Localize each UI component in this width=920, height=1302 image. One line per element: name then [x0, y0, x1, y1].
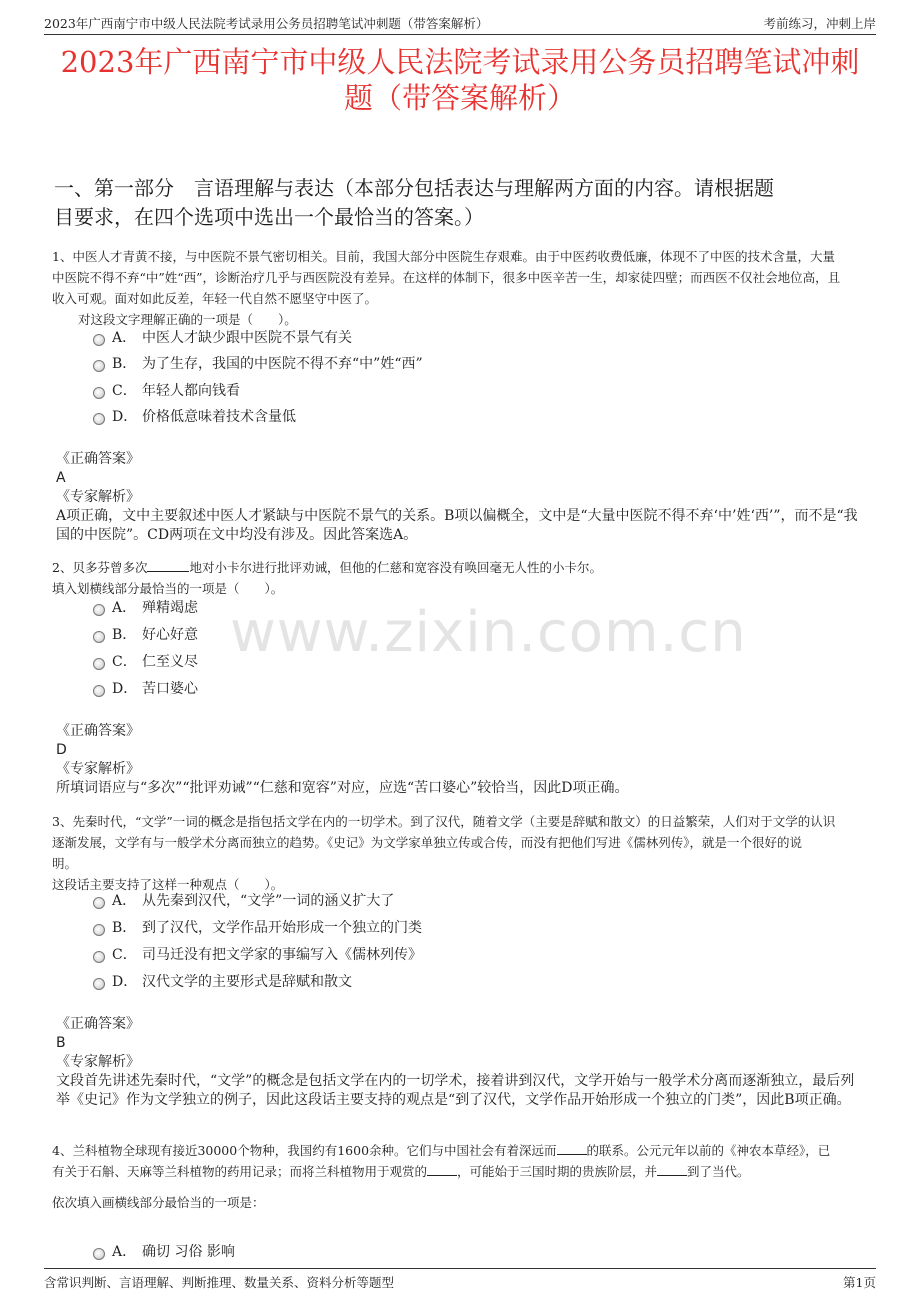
stem-text: 的联系。公元元年以前的《神农本草经》，已 — [586, 1143, 831, 1158]
answer-label: 《正确答案》 — [56, 451, 140, 467]
question-4-stem — [52, 1140, 868, 1213]
question-stem-line: 3、先秦时代，“文学”一词的概念是指包括文学在内的一切学术。到了汉代，随着文学（主要是辞赋和散文）的日益繁荣，人们对于文学的认识 — [52, 814, 836, 829]
option-text: 汉代文学的主要形式是辞赋和散文 — [142, 974, 352, 990]
answer-label: 《正确答案》 — [56, 1016, 140, 1032]
analysis-label: 《专家解析》 — [56, 761, 140, 777]
option-letter: B． — [112, 356, 137, 372]
question-stem-line — [52, 1161, 868, 1182]
option-text: 确切 习俗 影响 — [142, 1244, 235, 1260]
option-letter: A． — [112, 893, 137, 909]
option-text: 司马迁没有把文学家的事编写入《儒林列传》 — [142, 947, 422, 963]
answer-block-1 — [56, 450, 868, 545]
option-4-a[interactable] — [93, 1242, 235, 1262]
question-1-stem — [52, 246, 868, 330]
option-letter: A． — [112, 330, 137, 346]
section-line-2: 目要求，在四个选项中选出一个最恰当的答案。） — [54, 205, 484, 229]
question-stem-line: 1、中医人才青黄不接，与中医院不景气密切相关。目前，我国大部分中医院生存艰难。由于中医药收费低廉，体现不了中医的技术含量，大量 — [52, 249, 835, 264]
radio-icon[interactable] — [93, 978, 105, 990]
correct-answer: D — [56, 742, 67, 758]
option-2-b[interactable] — [93, 625, 198, 645]
question-2-stem — [52, 557, 868, 599]
footer-topics: 含常识判断、言语理解、判断推理、数量关系、资料分析等题型 — [44, 1275, 395, 1290]
stem-text: 地对小卡尔进行批评劝诫，但他的仁慈和宽容没有唤回毫无人性的小卡尔。 — [189, 560, 602, 575]
title-line-1: 2023年广西南宁市中级人民法院考试录用公务员招聘笔试冲刺 — [60, 45, 860, 79]
stem-text: ，可能始于三国时期的贵族阶层，并 — [457, 1164, 658, 1179]
option-text: 从先秦到汉代，“文学”一词的涵义扩大了 — [142, 893, 395, 909]
answer-block-2 — [56, 722, 868, 798]
option-3-c[interactable] — [93, 945, 422, 965]
radio-icon[interactable] — [93, 924, 105, 936]
option-letter: D． — [112, 681, 138, 697]
question-stem-line — [52, 557, 868, 578]
question-prompt: 填入划横线部分最恰当的一项是（ ）。 — [52, 581, 284, 596]
page-number: 第1页 — [843, 1275, 876, 1290]
option-text: 价格低意味着技术含量低 — [142, 409, 296, 425]
stem-text: 2、贝多芬曾多次 — [52, 560, 148, 575]
answer-block-3 — [56, 1015, 868, 1110]
option-letter: D． — [112, 409, 138, 425]
question-stem-line: 收入可观。面对如此反差，年轻一代自然不愿坚守中医了。 — [52, 291, 378, 306]
radio-icon[interactable] — [93, 951, 105, 963]
option-letter: B． — [112, 627, 137, 643]
radio-icon[interactable] — [93, 685, 105, 697]
stem-text: 到了当代。 — [687, 1164, 750, 1179]
radio-icon[interactable] — [93, 360, 105, 372]
question-3-stem — [52, 811, 868, 895]
option-text: 好心好意 — [142, 627, 198, 643]
stem-text: 有关于石斛、天麻等兰科植物的药用记录；而将兰科植物用于观赏的 — [52, 1164, 428, 1179]
option-letter: C． — [112, 383, 137, 399]
question-stem-line — [52, 1140, 868, 1161]
option-3-b[interactable] — [93, 918, 422, 938]
correct-answer: A — [56, 470, 66, 486]
fill-blank — [557, 1142, 587, 1155]
radio-icon[interactable] — [93, 604, 105, 616]
option-letter: A． — [112, 1244, 137, 1260]
option-1-b[interactable] — [93, 354, 423, 374]
question-prompt: 对这段文字理解正确的一项是（ ）。 — [78, 312, 297, 327]
radio-icon[interactable] — [93, 1248, 105, 1260]
question-stem-line: 中医院不得不弃“中”姓“西”，诊断治疗几乎与西医院没有差异。在这样的体制下，很多中医辛苦一生，却家徒四壁；而西医不仅社会地位高，且 — [52, 270, 841, 285]
radio-icon[interactable] — [93, 413, 105, 425]
radio-icon[interactable] — [93, 631, 105, 643]
option-2-c[interactable] — [93, 652, 198, 672]
radio-icon[interactable] — [93, 387, 105, 399]
fill-blank — [427, 1163, 457, 1176]
answer-label: 《正确答案》 — [56, 723, 140, 739]
option-letter: C． — [112, 654, 137, 670]
fill-blank — [147, 559, 189, 572]
header-slogan: 考前练习，冲刺上岸 — [763, 16, 876, 31]
analysis-label: 《专家解析》 — [56, 489, 140, 505]
section-line-1: 一、第一部分 言语理解与表达（本部分包括表达与理解两方面的内容。请根据题 — [54, 176, 774, 200]
header-doc-title: 2023年广西南宁市中级人民法院考试录用公务员招聘笔试冲刺题（带答案解析） — [44, 16, 489, 31]
correct-answer: B — [56, 1035, 66, 1051]
option-text: 中医人才缺少跟中医院不景气有关 — [142, 330, 352, 346]
watermark: www.zixin.com.cn — [230, 600, 747, 665]
section-heading — [54, 174, 866, 232]
option-3-a[interactable] — [93, 891, 394, 911]
option-2-d[interactable] — [93, 679, 198, 699]
analysis-text: A项正确，文中主要叙述中医人才紧缺与中医院不景气的关系。B项以偏概全，文中是“大量中医院不得不弃‘中’姓‘西’”，而不是“我国的中医院”。CD两项在文中均没有涉及。因此答案选A。 — [56, 508, 858, 543]
option-letter: D． — [112, 974, 138, 990]
stem-text: 4、兰科植物全球现有接近30000个物种，我国约有1600余种。它们与中国社会有着深远而 — [52, 1143, 557, 1158]
option-1-a[interactable] — [93, 328, 352, 348]
fill-blank — [657, 1163, 687, 1176]
title-line-2: 题（带答案解析） — [343, 81, 576, 115]
option-text: 年轻人都向钱看 — [142, 383, 240, 399]
radio-icon[interactable] — [93, 897, 105, 909]
option-1-d[interactable] — [93, 407, 296, 427]
analysis-text: 所填词语应与“多次”“批评劝诫”“仁慈和宽容”对应，应选“苦口婆心”较恰当，因此D项正确。 — [56, 780, 629, 796]
option-text: 到了汉代，文学作品开始形成一个独立的门类 — [142, 920, 422, 936]
analysis-label: 《专家解析》 — [56, 1054, 140, 1070]
page-header — [44, 12, 876, 35]
option-2-a[interactable] — [93, 598, 198, 618]
option-3-d[interactable] — [93, 972, 352, 992]
option-text: 苦口婆心 — [142, 681, 198, 697]
question-prompt: 依次填入画横线部分最恰当的一项是： — [52, 1195, 265, 1210]
radio-icon[interactable] — [93, 334, 105, 346]
question-stem-line: 明。 — [52, 856, 78, 871]
option-letter: C． — [112, 947, 137, 963]
radio-icon[interactable] — [93, 658, 105, 670]
option-letter: A． — [112, 600, 137, 616]
document-title — [44, 44, 876, 116]
option-text: 仁至义尽 — [142, 654, 198, 670]
page-footer — [44, 1268, 876, 1293]
option-1-c[interactable] — [93, 381, 240, 401]
question-stem-line: 逐渐发展，文学有与一般学术分离而独立的趋势。《史记》为文学家单独立传或合传，而没有把他们写进《儒林列传》，就是一个很好的说 — [52, 835, 803, 850]
option-letter: B． — [112, 920, 137, 936]
option-text: 为了生存，我国的中医院不得不弃“中”姓“西” — [142, 356, 423, 372]
question-prompt: 这段话主要支持了这样一种观点（ ）。 — [52, 877, 284, 892]
analysis-text: 文段首先讲述先秦时代，“文学”的概念是包括文学在内的一切学术，接着讲到汉代，文学开始与一般学术分离而逐渐独立，最后列举《史记》作为文学独立的例子，因此这段话主要支持的观点是“到了汉代，文学作品开始形成一个独立的门类”，因此B项正确。 — [56, 1073, 855, 1108]
option-text: 殚精竭虑 — [142, 600, 198, 616]
